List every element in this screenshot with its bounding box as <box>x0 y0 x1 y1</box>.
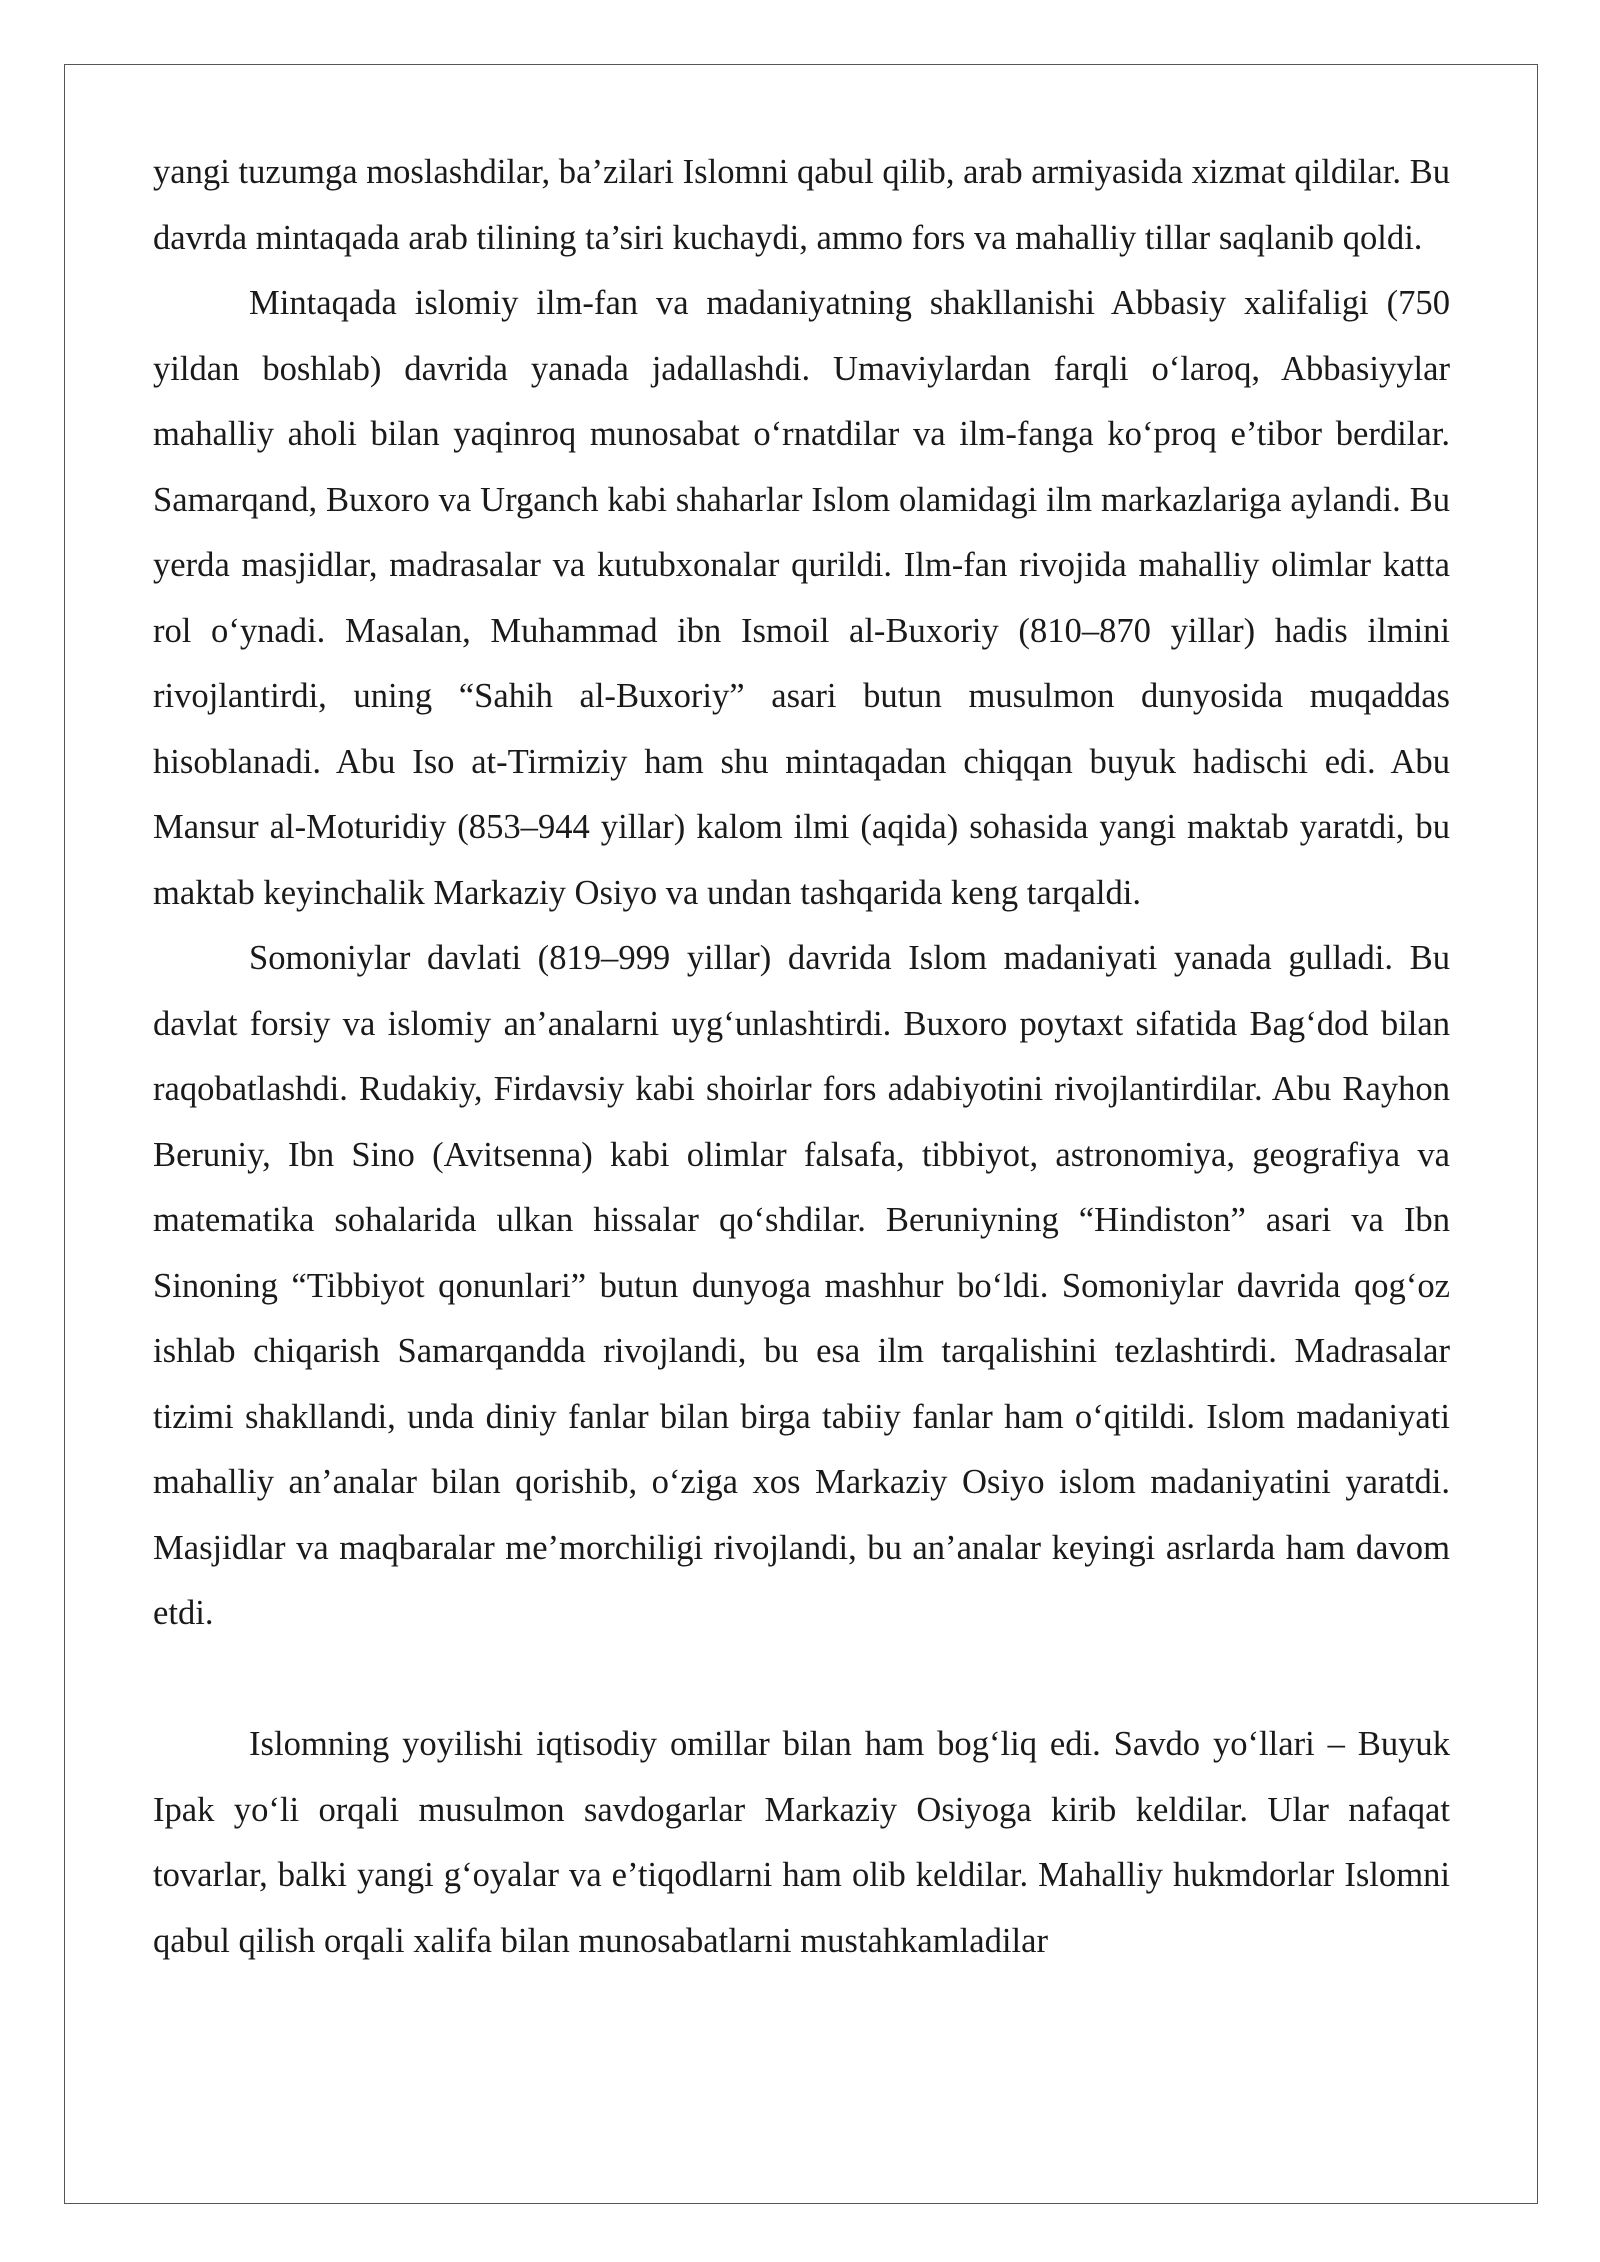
paragraph-3: Somoniylar davlati (819–999 yillar) davrida Islom madaniyati yanada gulladi. Bu davlat forsiy va islomiy an’analarni uygʻunlashtirdi. Buxoro poytaxt sifatida Bagʻdod bilan raqobatlashdi. Rudakiy, Firdavsiy kabi shoirlar fors adabiyotini rivojlantirdilar. Abu Rayhon Beruniy, Ibn Sino (Avitsenna) kabi olimlar falsafa, tibbiyot, astronomiya, geografiya va matematika sohalarida ulkan hissalar qoʻshdilar. Beruniyning “Hindiston” asari va Ibn Sinoning “Tibbiyot qonunlari” butun dunyoga mashhur boʻldi. Somoniylar davrida qogʻoz ishlab chiqarish Samarqandda rivojlandi, bu esa ilm tarqalishini tezlashtirdi. Madrasalar tizimi shakllandi, unda diniy fanlar bilan birga tabiiy fanlar ham oʻqitildi. Islom madaniyati mahalliy an’analar bilan qorishib, oʻziga xos Markaziy Osiyo islom madaniyatini yaratdi. Masjidlar va maqbaralar me’morchiligi rivojlandi, bu an’analar keyingi asrlarda ham davom etdi. <box>153 939 1450 1632</box>
paragraph-1: yangi tuzumga moslashdilar, ba’zilari Islomni qabul qilib, arab armiyasida xizmat qildilar. Bu davrda mintaqada arab tilining ta’siri kuchaydi, ammo fors va mahalliy tillar saqlanib qoldi. <box>153 153 1450 257</box>
document-body <box>153 140 1450 1974</box>
paragraph-4: Islomning yoyilishi iqtisodiy omillar bilan ham bogʻliq edi. Savdo yoʻllari – Buyuk Ipak yoʻli orqali musulmon savdogarlar Markaziy Osiyoga kirib keldilar. Ular nafaqat tovarlar, balki yangi gʻoyalar va e’tiqodlarni ham olib keldilar. Mahalliy hukmdorlar Islomni qabul qilish orqali xalifa bilan munosabatlarni mustahkamladilar <box>153 1725 1450 1960</box>
paragraph-spacer <box>153 1647 1450 1713</box>
paragraph-2: Mintaqada islomiy ilm-fan va madaniyatning shakllanishi Abbasiy xalifaligi (750 yildan boshlab) davrida yanada jadallashdi. Umaviylardan farqli oʻlaroq, Abbasiyylar mahalliy aholi bilan yaqinroq munosabat oʻrnatdilar va ilm-fanga koʻproq e’tibor berdilar. Samarqand, Buxoro va Urganch kabi shaharlar Islom olamidagi ilm markazlariga aylandi. Bu yerda masjidlar, madrasalar va kutubxonalar qurildi. Ilm-fan rivojida mahalliy olimlar katta rol oʻynadi. Masalan, Muhammad ibn Ismoil al-Buxoriy (810–870 yillar) hadis ilmini rivojlantirdi, uning “Sahih al-Buxoriy” asari butun musulmon dunyosida muqaddas hisoblanadi. Abu Iso at-Tirmiziy ham shu mintaqadan chiqqan buyuk hadischi edi. Abu Mansur al-Moturidiy (853–944 yillar) kalom ilmi (aqida) sohasida yangi maktab yaratdi, bu maktab keyinchalik Markaziy Osiyo va undan tashqarida keng tarqaldi. <box>153 284 1450 912</box>
